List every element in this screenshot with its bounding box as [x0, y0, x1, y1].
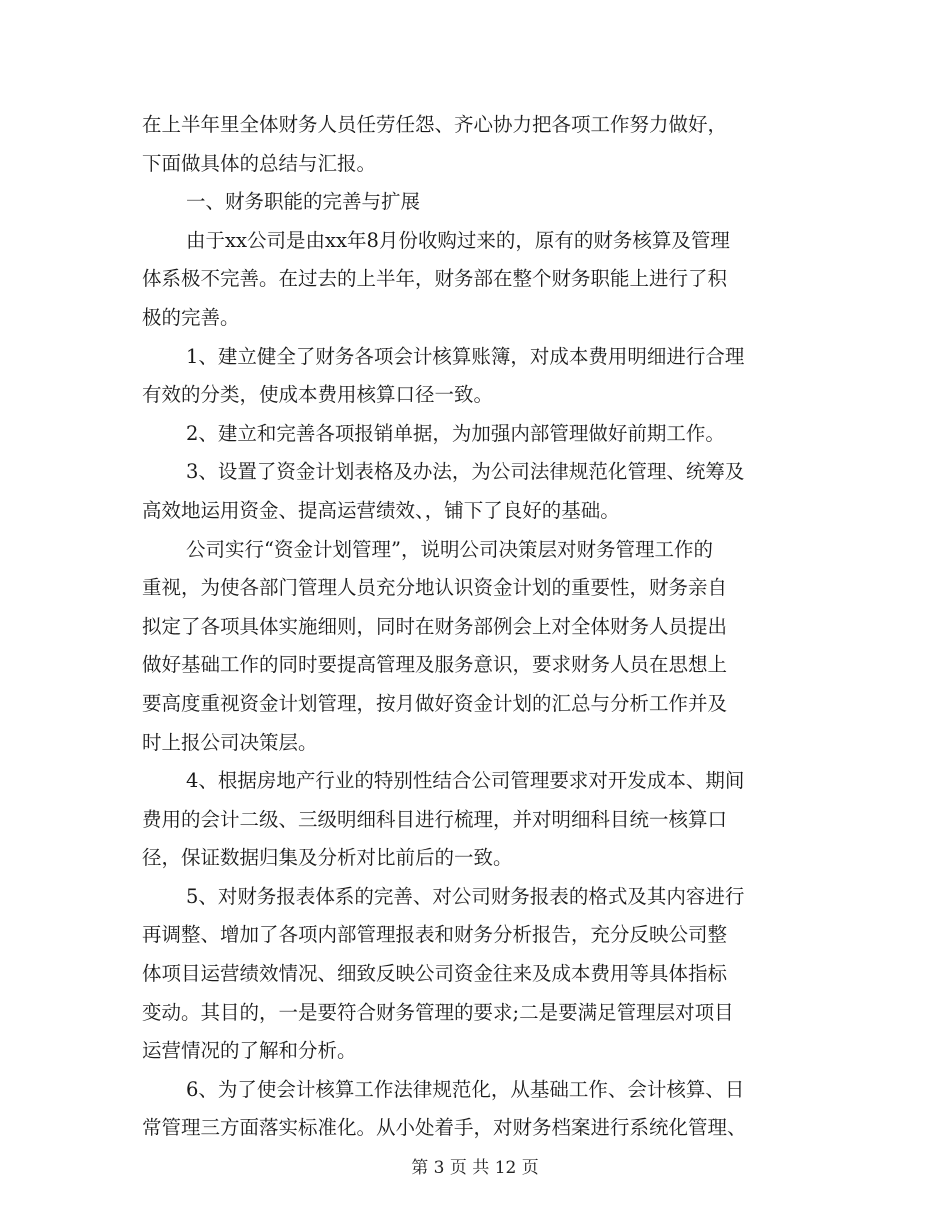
text-line: 一、财务职能的完善与扩展	[186, 190, 421, 214]
text-line: 2、建立和完善各项报销单据，为加强内部管理做好前期工作。	[186, 421, 725, 445]
text-line: 由于xx公司是由xx年8月份收购过来的，原有的财务核算及管理	[186, 228, 730, 252]
text-line: 时上报公司决策层。	[142, 730, 318, 754]
text-line: 极的完善。	[142, 305, 240, 329]
text-line: 变动。其目的，一是要符合财务管理的要求;二是要满足管理层对项目	[142, 1000, 734, 1024]
text-line: 5、对财务报表体系的完善、对公司财务报表的格式及其内容进行	[186, 884, 745, 908]
text-line: 在上半年里全体财务人员任劳任怨、齐心协力把各项工作努力做好，	[142, 113, 728, 136]
text-line: 再调整、增加了各项内部管理报表和财务分析报告，充分反映公司整	[142, 923, 728, 947]
text-line: 下面做具体的总结与汇报。	[142, 151, 377, 175]
text-line: 常管理三方面落实标准化。从小处着手，对财务档案进行系统化管理、	[142, 1116, 747, 1140]
page-footer: 第 3 页 共 12 页	[411, 1158, 539, 1178]
text-line: 径，保证数据归集及分析对比前后的一致。	[142, 846, 513, 870]
text-line: 高效地运用资金、提高运营绩效、，铺下了良好的基础。	[142, 498, 620, 522]
text-line: 3、设置了资金计划表格及办法，为公司法律规范化管理、统筹及	[186, 460, 745, 484]
text-line: 要高度重视资金计划管理，按月做好资金计划的汇总与分析工作并及	[142, 691, 728, 715]
text-line: 体项目运营绩效情况、细致反映公司资金往来及成本费用等具体指标	[142, 962, 728, 986]
text-line: 1、建立健全了财务各项会计核算账簿，对成本费用明细进行合理	[186, 344, 745, 368]
text-line: 公司实行“资金计划管理”，说明公司决策层对财务管理工作的	[186, 537, 713, 561]
text-line: 重视，为使各部门管理人员充分地认识资金计划的重要性，财务亲自	[142, 576, 728, 600]
text-line: 有效的分类，使成本费用核算口径一致。	[142, 383, 494, 407]
document-body	[142, 106, 810, 1148]
text-line: 运营情况的了解和分析。	[142, 1039, 357, 1063]
text-line: 做好基础工作的同时要提高管理及服务意识，要求财务人员在思想上	[142, 653, 728, 677]
text-line: 拟定了各项具体实施细则，同时在财务部例会上对全体财务人员提出	[142, 614, 728, 638]
text-line: 6、为了使会计核算工作法律规范化，从基础工作、会计核算、日	[186, 1077, 745, 1101]
text-line: 费用的会计二级、三级明细科目进行梳理，并对明细科目统一核算口	[142, 807, 728, 831]
text-line: 4、根据房地产行业的特别性结合公司管理要求对开发成本、期间	[186, 769, 745, 793]
text-line: 体系极不完善。在过去的上半年，财务部在整个财务职能上进行了积	[142, 267, 728, 291]
